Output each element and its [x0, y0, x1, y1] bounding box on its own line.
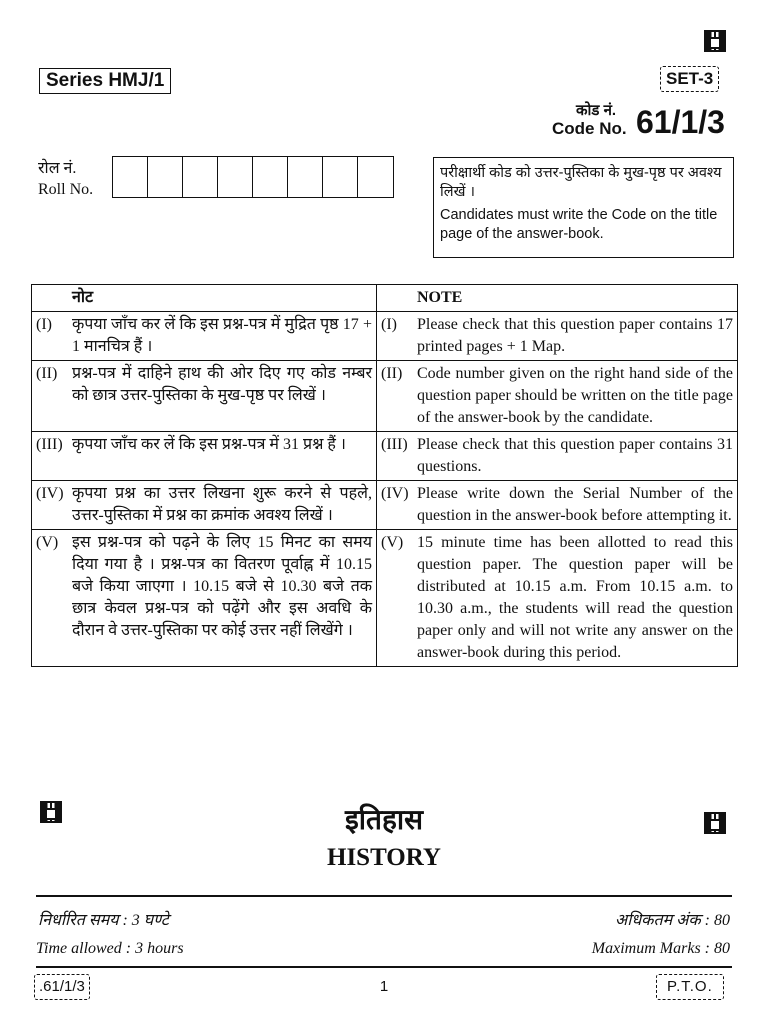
set-label: SET-3 — [660, 66, 719, 92]
note-number: (I) — [377, 312, 414, 361]
code-label-hindi: कोड नं. — [576, 102, 617, 119]
subject-title-english: HISTORY — [327, 844, 441, 871]
roll-number-boxes[interactable] — [112, 156, 394, 198]
code-label-english: Code No. — [552, 119, 627, 138]
roll-digit-box[interactable] — [148, 157, 183, 197]
table-row — [32, 432, 738, 481]
note-number: (II) — [377, 361, 414, 432]
note-number: (IV) — [377, 481, 414, 530]
notes-header-english: NOTE — [413, 285, 738, 312]
max-marks-hindi: अधिकतम अंक : 80 — [614, 912, 730, 929]
note-number: (III) — [377, 432, 414, 481]
table-row — [32, 530, 738, 667]
candidate-note-english: Candidates must write the Code on the title page of the answer-book. — [440, 207, 718, 242]
roll-label-hindi: रोल नं. — [38, 160, 77, 177]
time-allowed-hindi: निर्धारित समय : 3 घण्टे — [38, 912, 169, 929]
note-text-hindi: इस प्रश्न-पत्र को पढ़ने के लिए 15 मिनट का समय दिया गया है । प्रश्न-पत्र का वितरण पूर्वाह्न में 10.15 बजे किया जाएगा । 10.15 बजे से 10.30 बजे तक छात्र केवल प्रश्न-पत्र को पढ़ेंगे और इस अवधि के दौरान वे उत्तर-पुस्तिका पर कोई उत्तर नहीं लिखेंगे । — [68, 530, 377, 667]
code-number: 61/1/3 — [636, 104, 725, 140]
candidate-note-box — [433, 157, 734, 258]
note-text-english: Code number given on the right hand side of the question paper should be written on the title page of the answer-book by the candidate. — [413, 361, 738, 432]
pto-label: P.T.O. — [656, 974, 724, 1000]
notes-header-hindi: नोट — [68, 285, 377, 312]
note-text-hindi: प्रश्न-पत्र में दाहिने हाथ की ओर दिए गए कोड नम्बर को छात्र उत्तर-पुस्तिका के मुख-पृष्ठ पर लिखें । — [68, 361, 377, 432]
roll-digit-box[interactable] — [288, 157, 323, 197]
note-number: (I) — [32, 312, 69, 361]
note-text-english: Please write down the Serial Number of the question in the answer-book before attempting it. — [413, 481, 738, 530]
table-row — [32, 481, 738, 530]
note-number: (V) — [32, 530, 69, 667]
page-number: 1 — [379, 978, 389, 995]
note-number: (III) — [32, 432, 69, 481]
roll-digit-box[interactable] — [218, 157, 253, 197]
time-allowed-english: Time allowed : 3 hours — [36, 940, 184, 957]
note-number: (V) — [377, 530, 414, 667]
divider — [36, 966, 732, 968]
subject-title-hindi: इतिहास — [344, 804, 423, 835]
qr-code-icon — [704, 30, 726, 52]
roll-digit-box[interactable] — [183, 157, 218, 197]
table-row — [32, 361, 738, 432]
notes-table — [31, 284, 738, 667]
note-number: (II) — [32, 361, 69, 432]
max-marks-english: Maximum Marks : 80 — [591, 940, 730, 957]
divider — [36, 895, 732, 897]
roll-digit-box[interactable] — [323, 157, 358, 197]
table-row — [32, 312, 738, 361]
roll-digit-box[interactable] — [358, 157, 393, 197]
note-text-english: Please check that this question paper contains 17 printed pages + 1 Map. — [413, 312, 738, 361]
note-text-english: Please check that this question paper contains 31 questions. — [413, 432, 738, 481]
note-text-hindi: कृपया प्रश्न का उत्तर लिखना शुरू करने से पहले, उत्तर-पुस्तिका में प्रश्न का क्रमांक अवश्य लिखें । — [68, 481, 377, 530]
note-text-hindi: कृपया जाँच कर लें कि इस प्रश्न-पत्र में 31 प्रश्न हैं । — [68, 432, 377, 481]
roll-digit-box[interactable] — [253, 157, 288, 197]
roll-label-english: Roll No. — [38, 181, 94, 198]
footer-code: .61/1/3 — [34, 974, 90, 1000]
roll-digit-box[interactable] — [113, 157, 148, 197]
note-text-hindi: कृपया जाँच कर लें कि इस प्रश्न-पत्र में मुद्रित पृष्ठ 17 + 1 मानचित्र हैं । — [68, 312, 377, 361]
notes-header-row — [32, 285, 738, 312]
candidate-note-hindi: परीक्षार्थी कोड को उत्तर-पुस्तिका के मुख-पृष्ठ पर अवश्य लिखें । — [440, 165, 722, 200]
series-label: Series HMJ/1 — [39, 68, 171, 94]
note-number: (IV) — [32, 481, 69, 530]
note-text-english: 15 minute time has been allotted to read this question paper. The question paper will be distributed at 10.15 a.m. From 10.15 a.m. to 10.30 a.m., the students will read the question paper only and will not write any answer on the answer-book during this period. — [413, 530, 738, 667]
